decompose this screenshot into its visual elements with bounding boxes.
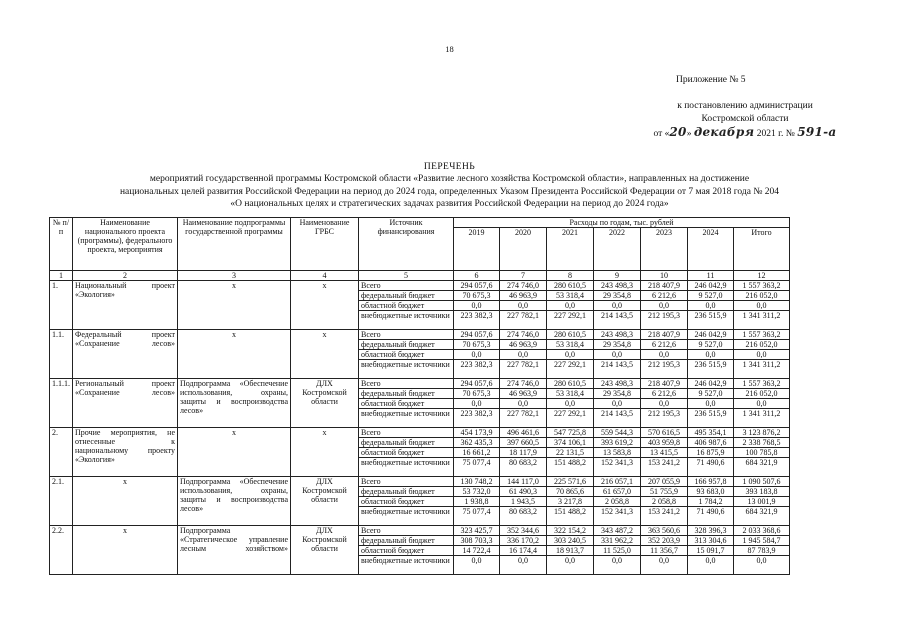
year-value: 0,0 — [500, 556, 547, 575]
row-number: 2. — [50, 428, 73, 477]
year-value: 0,0 — [547, 350, 594, 360]
funding-source: областной бюджет — [359, 350, 454, 360]
year-value: 71 490,6 — [688, 458, 734, 477]
header-year: 2024 — [688, 228, 734, 271]
total-value: 0,0 — [734, 399, 790, 409]
column-number: 6 — [454, 271, 500, 281]
funding-source: внебюджетные источники — [359, 556, 454, 575]
year-value: 223 382,3 — [454, 360, 500, 379]
year-value: 70 675,3 — [454, 340, 500, 350]
decree-date-suffix: 2021 г. № — [754, 129, 798, 139]
header-grbs: Наименование ГРБС — [291, 218, 359, 271]
header-source: Источник финансирования — [359, 218, 454, 271]
year-value: 0,0 — [547, 301, 594, 311]
year-value: 352 203,9 — [641, 536, 688, 546]
grbs-name: ДЛХ Костромской области — [291, 477, 359, 526]
funding-source: Всего — [359, 526, 454, 536]
year-value: 243 498,3 — [594, 330, 641, 340]
year-value: 218 407,9 — [641, 379, 688, 389]
total-value: 1 945 584,7 — [734, 536, 790, 546]
year-value: 559 544,3 — [594, 428, 641, 438]
year-value: 280 610,5 — [547, 281, 594, 291]
total-value: 2 338 768,5 — [734, 438, 790, 448]
year-value: 303 240,5 — [547, 536, 594, 546]
year-value: 212 195,3 — [641, 360, 688, 379]
year-value: 0,0 — [500, 350, 547, 360]
year-value: 53 318,4 — [547, 389, 594, 399]
year-value: 29 354,8 — [594, 389, 641, 399]
column-number: 9 — [594, 271, 641, 281]
decree-number: 591-а — [797, 125, 837, 139]
year-value: 216 057,1 — [594, 477, 641, 487]
total-value: 0,0 — [734, 301, 790, 311]
year-value: 80 683,2 — [500, 507, 547, 526]
project-name: х — [73, 477, 178, 526]
header-subprogram: Наименование подпрограммы государственной программы — [178, 218, 291, 271]
year-value: 51 755,9 — [641, 487, 688, 497]
year-value: 343 487,2 — [594, 526, 641, 536]
year-value: 308 703,3 — [454, 536, 500, 546]
project-name: Региональный проект «Сохранение лесов» — [73, 379, 178, 428]
row-number: 2.1. — [50, 477, 73, 526]
year-value: 212 195,3 — [641, 409, 688, 428]
row-number: 1.1.1. — [50, 379, 73, 428]
year-value: 0,0 — [594, 301, 641, 311]
table-row — [50, 281, 790, 291]
year-value: 0,0 — [688, 350, 734, 360]
year-value: 6 212,6 — [641, 389, 688, 399]
year-value: 11 525,0 — [594, 546, 641, 556]
decree-date-prefix: от « — [653, 129, 670, 139]
header-year: 2021 — [547, 228, 594, 271]
year-value: 246 042,9 — [688, 379, 734, 389]
header-total: Итого — [734, 228, 790, 271]
year-value: 0,0 — [688, 556, 734, 575]
year-value: 294 057,6 — [454, 281, 500, 291]
row-number: 1. — [50, 281, 73, 330]
year-value: 212 195,3 — [641, 311, 688, 330]
year-value: 53 732,0 — [454, 487, 500, 497]
total-value: 1 557 363,2 — [734, 330, 790, 340]
year-value: 144 117,0 — [500, 477, 547, 487]
year-value: 323 425,7 — [454, 526, 500, 536]
year-value: 406 987,6 — [688, 438, 734, 448]
year-value: 15 091,7 — [688, 546, 734, 556]
total-value: 0,0 — [734, 556, 790, 575]
grbs-name: ДЛХ Костромской области — [291, 526, 359, 575]
year-value: 374 106,1 — [547, 438, 594, 448]
year-value: 322 154,2 — [547, 526, 594, 536]
funding-source: областной бюджет — [359, 546, 454, 556]
year-value: 9 527,0 — [688, 340, 734, 350]
year-value: 6 212,6 — [641, 340, 688, 350]
column-number: 11 — [688, 271, 734, 281]
year-value: 274 746,0 — [500, 330, 547, 340]
year-value: 0,0 — [594, 399, 641, 409]
year-value: 18 913,7 — [547, 546, 594, 556]
year-value: 570 616,5 — [641, 428, 688, 438]
year-value: 243 498,3 — [594, 281, 641, 291]
year-value: 53 318,4 — [547, 291, 594, 301]
year-value: 1 784,2 — [688, 497, 734, 507]
year-value: 153 241,2 — [641, 458, 688, 477]
year-value: 0,0 — [547, 556, 594, 575]
table-row — [50, 379, 790, 389]
funding-source: областной бюджет — [359, 497, 454, 507]
funding-source: федеральный бюджет — [359, 438, 454, 448]
total-value: 100 785,8 — [734, 448, 790, 458]
header-year: 2022 — [594, 228, 641, 271]
total-value: 1 557 363,2 — [734, 379, 790, 389]
total-value: 3 123 876,2 — [734, 428, 790, 438]
year-value: 53 318,4 — [547, 340, 594, 350]
year-value: 246 042,9 — [688, 281, 734, 291]
year-value: 280 610,5 — [547, 379, 594, 389]
year-value: 70 865,6 — [547, 487, 594, 497]
grbs-name: х — [291, 330, 359, 379]
year-value: 130 748,2 — [454, 477, 500, 487]
year-value: 0,0 — [454, 301, 500, 311]
year-value: 0,0 — [454, 556, 500, 575]
year-value: 227 292,1 — [547, 360, 594, 379]
year-value: 393 619,2 — [594, 438, 641, 448]
year-value: 331 962,2 — [594, 536, 641, 546]
column-number: 12 — [734, 271, 790, 281]
year-value: 0,0 — [641, 301, 688, 311]
title-line-3: «О национальных целях и стратегических задачах развития Российской Федерации на период до 2024 года» — [230, 199, 669, 210]
year-value: 328 396,3 — [688, 526, 734, 536]
year-value: 13 415,5 — [641, 448, 688, 458]
grbs-name: х — [291, 281, 359, 330]
year-value: 218 407,9 — [641, 330, 688, 340]
header-expenses: Расходы по годам, тыс. рублей — [454, 218, 790, 228]
header-year: 2020 — [500, 228, 547, 271]
year-value: 93 683,0 — [688, 487, 734, 497]
column-number: 4 — [291, 271, 359, 281]
column-numbers-row — [50, 271, 790, 281]
year-value: 274 746,0 — [500, 379, 547, 389]
year-value: 274 746,0 — [500, 281, 547, 291]
project-name: Национальный проект «Экология» — [73, 281, 178, 330]
funding-source: федеральный бюджет — [359, 340, 454, 350]
title-line-2: национальных целей развития Российской Федерации на период до 2024 года, определенных Указом Президента Российской Федерации от 7 мая 2018 года № 204 — [119, 186, 780, 197]
year-value: 9 527,0 — [688, 389, 734, 399]
year-value: 46 963,9 — [500, 340, 547, 350]
funding-source: Всего — [359, 281, 454, 291]
grbs-name: х — [291, 428, 359, 477]
year-value: 71 490,6 — [688, 507, 734, 526]
year-value: 61 657,0 — [594, 487, 641, 497]
year-value: 29 354,8 — [594, 340, 641, 350]
project-name: Прочие мероприятия, не отнесенные к национальному проекту «Экология» — [73, 428, 178, 477]
year-value: 80 683,2 — [500, 458, 547, 477]
total-value: 684 321,9 — [734, 458, 790, 477]
year-value: 0,0 — [547, 399, 594, 409]
year-value: 3 217,8 — [547, 497, 594, 507]
year-value: 0,0 — [641, 399, 688, 409]
year-value: 246 042,9 — [688, 330, 734, 340]
funding-source: федеральный бюджет — [359, 291, 454, 301]
year-value: 13 583,8 — [594, 448, 641, 458]
year-value: 214 143,5 — [594, 360, 641, 379]
total-value: 216 052,0 — [734, 389, 790, 399]
year-value: 227 782,1 — [500, 409, 547, 428]
year-value: 227 782,1 — [500, 360, 547, 379]
year-value: 0,0 — [594, 350, 641, 360]
column-number: 5 — [359, 271, 454, 281]
funding-source: внебюджетные источники — [359, 507, 454, 526]
year-value: 214 143,5 — [594, 311, 641, 330]
expenses-table — [49, 217, 790, 575]
year-value: 363 560,6 — [641, 526, 688, 536]
funding-source: федеральный бюджет — [359, 389, 454, 399]
year-value: 0,0 — [454, 399, 500, 409]
subprogram-name: х — [178, 330, 291, 379]
year-value: 227 292,1 — [547, 311, 594, 330]
row-number: 1.1. — [50, 330, 73, 379]
header-year: 2019 — [454, 228, 500, 271]
row-number: 2.2. — [50, 526, 73, 575]
decree-date-month: декабря — [693, 125, 755, 139]
year-value: 61 490,3 — [500, 487, 547, 497]
year-value: 403 959,8 — [641, 438, 688, 448]
decree-line-1: к постановлению администрации — [677, 101, 813, 111]
funding-source: областной бюджет — [359, 301, 454, 311]
year-value: 227 782,1 — [500, 311, 547, 330]
project-name: х — [73, 526, 178, 575]
subprogram-name: Подпрограмма «Стратегическое управление лесным хозяйством» — [178, 526, 291, 575]
table-row — [50, 428, 790, 438]
column-number: 7 — [500, 271, 547, 281]
year-value: 236 515,9 — [688, 311, 734, 330]
table-row — [50, 330, 790, 340]
year-value: 223 382,3 — [454, 409, 500, 428]
year-value: 18 117,9 — [500, 448, 547, 458]
total-value: 1 341 311,2 — [734, 409, 790, 428]
subprogram-name: х — [178, 428, 291, 477]
year-value: 14 722,4 — [454, 546, 500, 556]
year-value: 496 461,6 — [500, 428, 547, 438]
funding-source: областной бюджет — [359, 399, 454, 409]
year-value: 16 875,9 — [688, 448, 734, 458]
year-value: 2 058,8 — [594, 497, 641, 507]
year-value: 2 058,8 — [641, 497, 688, 507]
year-value: 454 173,9 — [454, 428, 500, 438]
year-value: 397 660,5 — [500, 438, 547, 448]
year-value: 0,0 — [454, 350, 500, 360]
decree-date-mid: » — [686, 129, 694, 139]
year-value: 362 435,3 — [454, 438, 500, 448]
funding-source: внебюджетные источники — [359, 458, 454, 477]
year-value: 9 527,0 — [688, 291, 734, 301]
year-value: 153 241,2 — [641, 507, 688, 526]
funding-source: Всего — [359, 477, 454, 487]
title-heading: ПЕРЕЧЕНЬ — [423, 162, 476, 172]
total-value: 87 783,9 — [734, 546, 790, 556]
total-value: 216 052,0 — [734, 291, 790, 301]
year-value: 0,0 — [688, 301, 734, 311]
year-value: 227 292,1 — [547, 409, 594, 428]
total-value: 1 341 311,2 — [734, 360, 790, 379]
year-value: 16 661,2 — [454, 448, 500, 458]
year-value: 11 356,7 — [641, 546, 688, 556]
column-number: 3 — [178, 271, 291, 281]
year-value: 0,0 — [594, 556, 641, 575]
appendix-label: Приложение № 5 — [676, 75, 746, 85]
column-number: 10 — [641, 271, 688, 281]
year-value: 495 354,1 — [688, 428, 734, 438]
year-value: 0,0 — [500, 301, 547, 311]
year-value: 1 938,8 — [454, 497, 500, 507]
year-value: 207 055,9 — [641, 477, 688, 487]
year-value: 352 344,6 — [500, 526, 547, 536]
year-value: 0,0 — [641, 350, 688, 360]
header-year: 2023 — [641, 228, 688, 271]
year-value: 75 077,4 — [454, 507, 500, 526]
total-value: 0,0 — [734, 350, 790, 360]
total-value: 684 321,9 — [734, 507, 790, 526]
title-line-1: мероприятий государственной программы Костромской области «Развитие лесного хозяйства Костромской области», направленных на достижение — [149, 174, 750, 185]
year-value: 294 057,6 — [454, 379, 500, 389]
year-value: 547 725,8 — [547, 428, 594, 438]
decree-line-2: Костромской области — [701, 114, 789, 124]
total-value: 2 033 368,6 — [734, 526, 790, 536]
year-value: 280 610,5 — [547, 330, 594, 340]
table-row — [50, 477, 790, 487]
year-value: 313 304,6 — [688, 536, 734, 546]
year-value: 236 515,9 — [688, 360, 734, 379]
year-value: 225 571,6 — [547, 477, 594, 487]
year-value: 214 143,5 — [594, 409, 641, 428]
year-value: 6 212,6 — [641, 291, 688, 301]
year-value: 29 354,8 — [594, 291, 641, 301]
decree-reference — [640, 100, 850, 141]
year-value: 22 131,5 — [547, 448, 594, 458]
year-value: 294 057,6 — [454, 330, 500, 340]
year-value: 75 077,4 — [454, 458, 500, 477]
total-value: 1 090 507,6 — [734, 477, 790, 487]
header-project: Наименование национального проекта (программы), федерального проекта, мероприятия — [73, 218, 178, 271]
year-value: 166 957,8 — [688, 477, 734, 487]
funding-source: внебюджетные источники — [359, 409, 454, 428]
subprogram-name: Подпрограмма «Обеспечение использования, охраны, защиты и воспроизводства лесов» — [178, 477, 291, 526]
year-value: 46 963,9 — [500, 389, 547, 399]
total-value: 216 052,0 — [734, 340, 790, 350]
year-value: 336 170,2 — [500, 536, 547, 546]
year-value: 151 488,2 — [547, 458, 594, 477]
decree-date-line — [640, 126, 850, 141]
total-value: 1 557 363,2 — [734, 281, 790, 291]
year-value: 0,0 — [641, 556, 688, 575]
year-value: 46 963,9 — [500, 291, 547, 301]
year-value: 223 382,3 — [454, 311, 500, 330]
page-number: 18 — [445, 44, 454, 54]
column-number: 8 — [547, 271, 594, 281]
column-number: 2 — [73, 271, 178, 281]
total-value: 393 183,8 — [734, 487, 790, 497]
total-value: 13 001,9 — [734, 497, 790, 507]
year-value: 152 341,3 — [594, 458, 641, 477]
year-value: 70 675,3 — [454, 291, 500, 301]
header-row — [50, 218, 790, 228]
funding-source: федеральный бюджет — [359, 487, 454, 497]
year-value: 243 498,3 — [594, 379, 641, 389]
year-value: 236 515,9 — [688, 409, 734, 428]
funding-source: внебюджетные источники — [359, 360, 454, 379]
header-num: № п/п — [50, 218, 73, 271]
year-value: 151 488,2 — [547, 507, 594, 526]
year-value: 1 943,5 — [500, 497, 547, 507]
year-value: 70 675,3 — [454, 389, 500, 399]
project-name: Федеральный проект «Сохранение лесов» — [73, 330, 178, 379]
subprogram-name: х — [178, 281, 291, 330]
funding-source: Всего — [359, 428, 454, 438]
funding-source: федеральный бюджет — [359, 536, 454, 546]
table-row — [50, 526, 790, 536]
document-title — [0, 161, 899, 211]
subprogram-name: Подпрограмма «Обеспечение использования, охраны, защиты и воспроизводства лесов» — [178, 379, 291, 428]
decree-date-day: 20 — [669, 125, 687, 139]
funding-source: Всего — [359, 330, 454, 340]
year-value: 152 341,3 — [594, 507, 641, 526]
funding-source: областной бюджет — [359, 448, 454, 458]
funding-source: Всего — [359, 379, 454, 389]
year-value: 0,0 — [500, 399, 547, 409]
year-value: 0,0 — [688, 399, 734, 409]
grbs-name: ДЛХ Костромской области — [291, 379, 359, 428]
total-value: 1 341 311,2 — [734, 311, 790, 330]
year-value: 218 407,9 — [641, 281, 688, 291]
column-number: 1 — [50, 271, 73, 281]
year-value: 16 174,4 — [500, 546, 547, 556]
funding-source: внебюджетные источники — [359, 311, 454, 330]
